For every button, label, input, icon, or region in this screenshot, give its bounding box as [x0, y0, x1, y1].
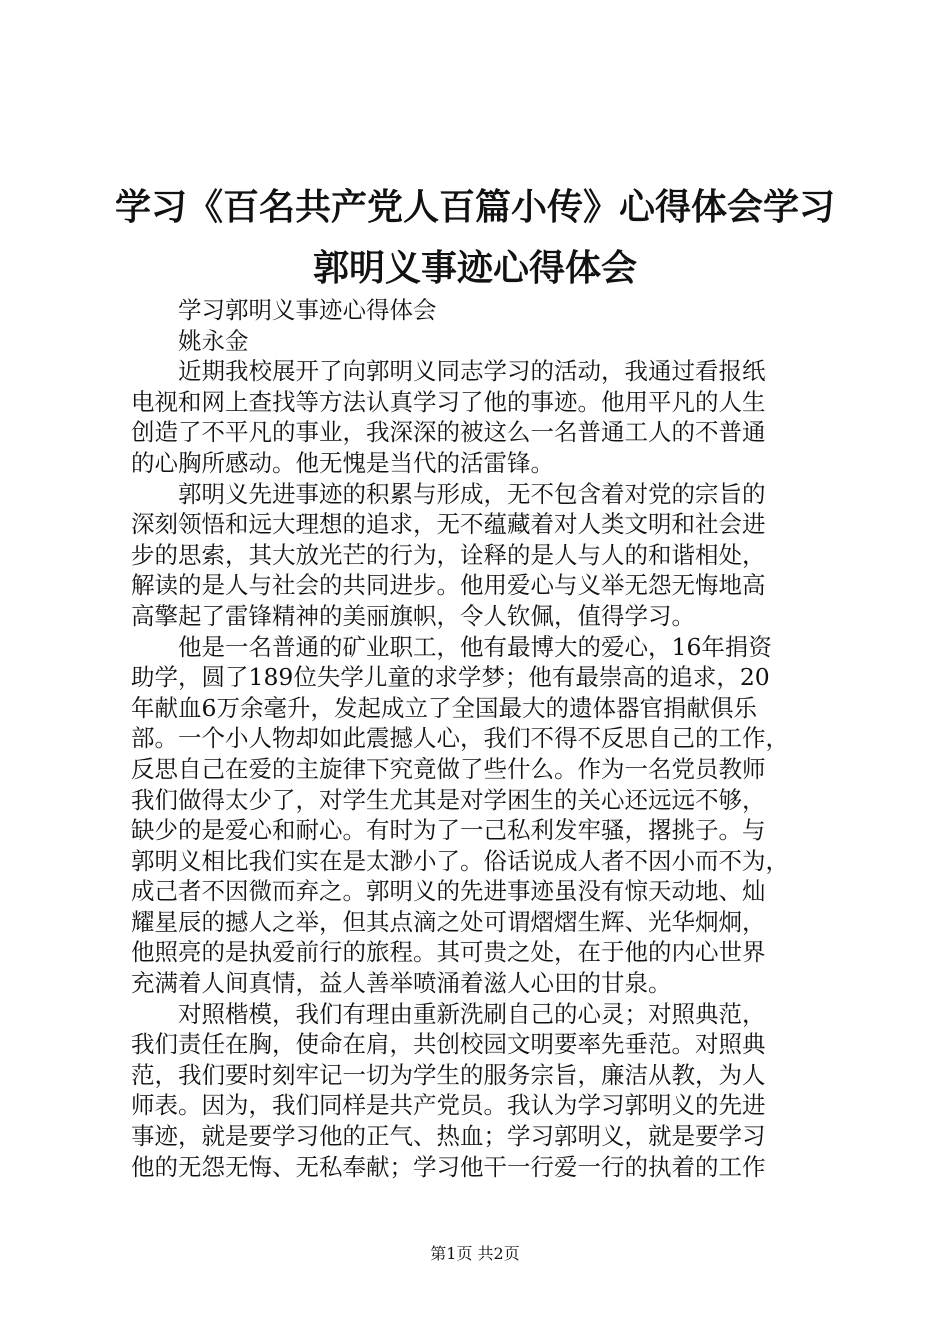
text-line: 解读的是人与社会的共同进步。他用爱心与义举无怨无悔地高	[131, 571, 766, 600]
text-line: 成己者不因微而弃之。郭明义的先进事迹虽没有惊天动地、灿	[131, 877, 766, 906]
text-line: 我们责任在胸，使命在肩，共创校园文明要率先垂范。对照典	[131, 1030, 766, 1059]
text-line: 反思自己在爱的主旋律下究竟做了些什么。作为一名党员教师	[131, 754, 766, 783]
text-line: 郭明义相比我们实在是太渺小了。俗话说成人者不因小而不为，	[131, 846, 789, 875]
text-line: 师表。因为，我们同样是共产党员。我认为学习郭明义的先进	[131, 1091, 766, 1120]
text-line: 耀星辰的撼人之举，但其点滴之处可谓熠熠生辉、光华炯炯，	[131, 907, 766, 936]
text-line: 他照亮的是执爱前行的旅程。其可贵之处，在于他的内心世界	[131, 938, 766, 967]
document-subtitle: 学习郭明义事迹心得体会	[178, 296, 437, 324]
text-line: 近期我校展开了向郭明义同志学习的活动，我通过看报纸	[178, 357, 766, 386]
text-line: 事迹，就是要学习他的正气、热血；学习郭明义，就是要学习	[131, 1122, 766, 1151]
document-body	[131, 295, 831, 1182]
body-text	[131, 356, 831, 1182]
text-line: 高擎起了雷锋精神的美丽旗帜，令人钦佩，值得学习。	[131, 601, 695, 630]
document-title-line-1: 学习《百名共产党人百篇小传》心得体会学习	[114, 186, 835, 228]
text-line: 他是一名普通的矿业职工，他有最博大的爱心，16年捐资	[178, 632, 772, 661]
text-line: 深刻领悟和远大理想的追求，无不蕴藏着对人类文明和社会进	[131, 510, 766, 539]
text-line: 对照楷模，我们有理由重新洗刷自己的心灵；对照典范，	[178, 999, 766, 1028]
text-line: 他的无怨无悔、无私奉献；学习他干一行爱一行的执着的工作	[131, 1152, 766, 1181]
text-line: 部。一个小人物却如此震撼人心，我们不得不反思自己的工作，	[131, 724, 789, 753]
text-line: 范，我们要时刻牢记一切为学生的服务宗旨，廉洁从教，为人	[131, 1060, 766, 1089]
text-line: 步的思索，其大放光芒的行为，诠释的是人与人的和谐相处，	[131, 540, 766, 569]
page-footer: 第1页 共2页	[430, 1244, 520, 1263]
document-title-line-2: 郭明义事迹心得体会	[312, 247, 637, 289]
document-author: 姚永金	[178, 326, 249, 355]
text-line: 助学，圆了189位失学儿童的求学梦；他有最崇高的追求，20	[131, 663, 770, 692]
text-line: 郭明义先进事迹的积累与形成，无不包含着对党的宗旨的	[178, 479, 766, 508]
text-line: 充满着人间真情，益人善举喷涌着滋人心田的甘泉。	[131, 969, 672, 998]
text-line: 我们做得太少了，对学生尤其是对学困生的关心还远远不够，	[131, 785, 766, 814]
text-line: 创造了不平凡的事业，我深深的被这么一名普通工人的不普通	[131, 418, 766, 447]
text-line: 的心胸所感动。他无愧是当代的活雷锋。	[131, 448, 554, 477]
text-line: 缺少的是爱心和耐心。有时为了一己私利发牢骚，撂挑子。与	[131, 816, 766, 845]
text-line: 电视和网上查找等方法认真学习了他的事迹。他用平凡的人生	[131, 387, 766, 416]
text-line: 年献血6万余毫升，发起成立了全国最大的遗体器官捐献俱乐	[131, 693, 757, 722]
